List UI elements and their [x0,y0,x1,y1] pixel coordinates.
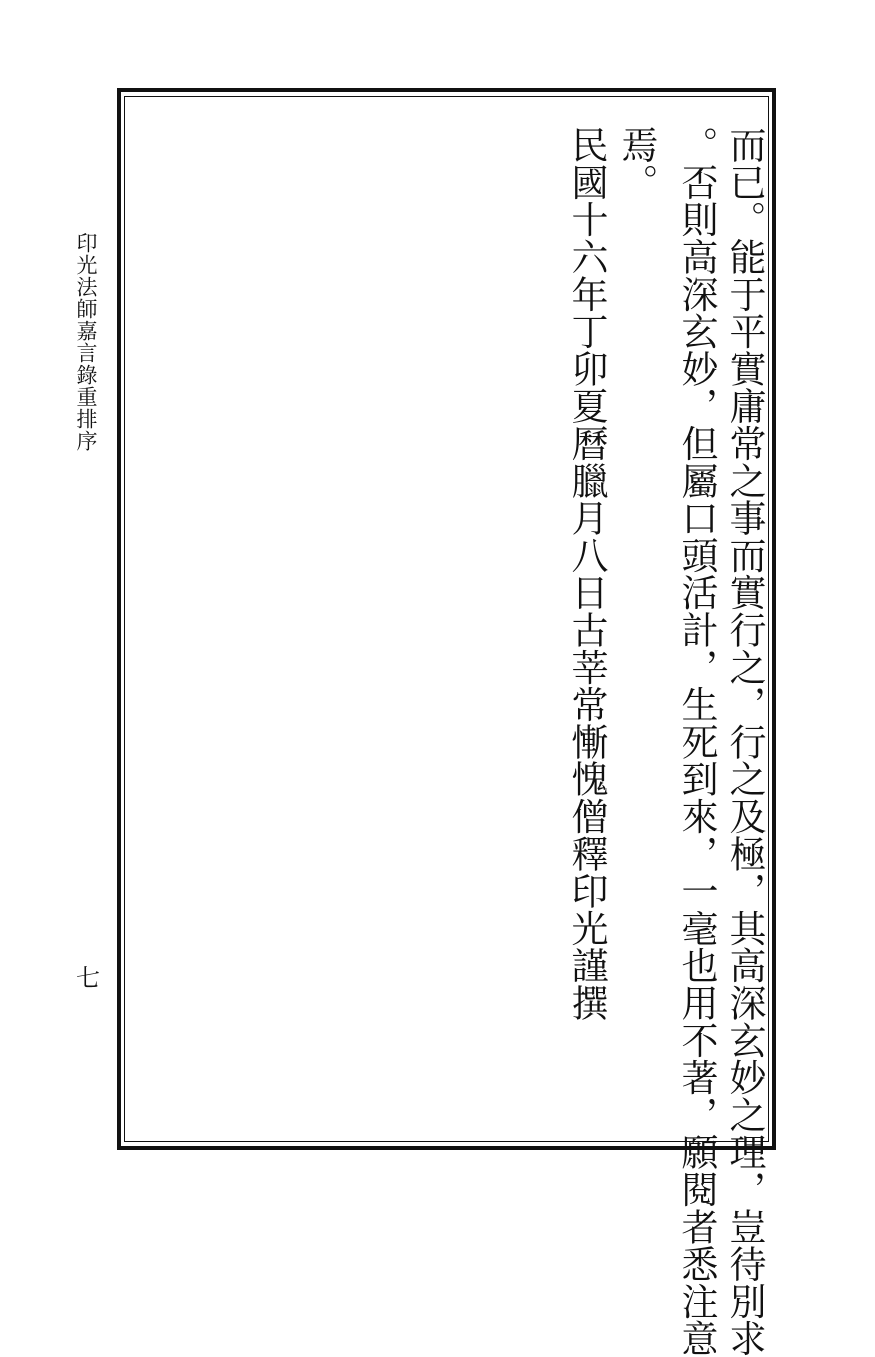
text-column-1: 而已。能于平實庸常之事而實行之，行之及極，其高深玄妙之理，豈待別求 [723,126,766,1357]
text-column-2: 。否則高深玄妙，但屬口頭活計，生死到來，一毫也用不著，願閱者悉注意 [675,126,718,1357]
text-column-3: 焉。 [615,126,658,201]
page-number: 七 [76,964,100,992]
signature-column: 民國十六年丁卯夏曆臘月八日古莘常慚愧僧釋印光謹撰 [565,126,608,1022]
running-title: 印光法師嘉言錄重排序 [74,232,98,452]
